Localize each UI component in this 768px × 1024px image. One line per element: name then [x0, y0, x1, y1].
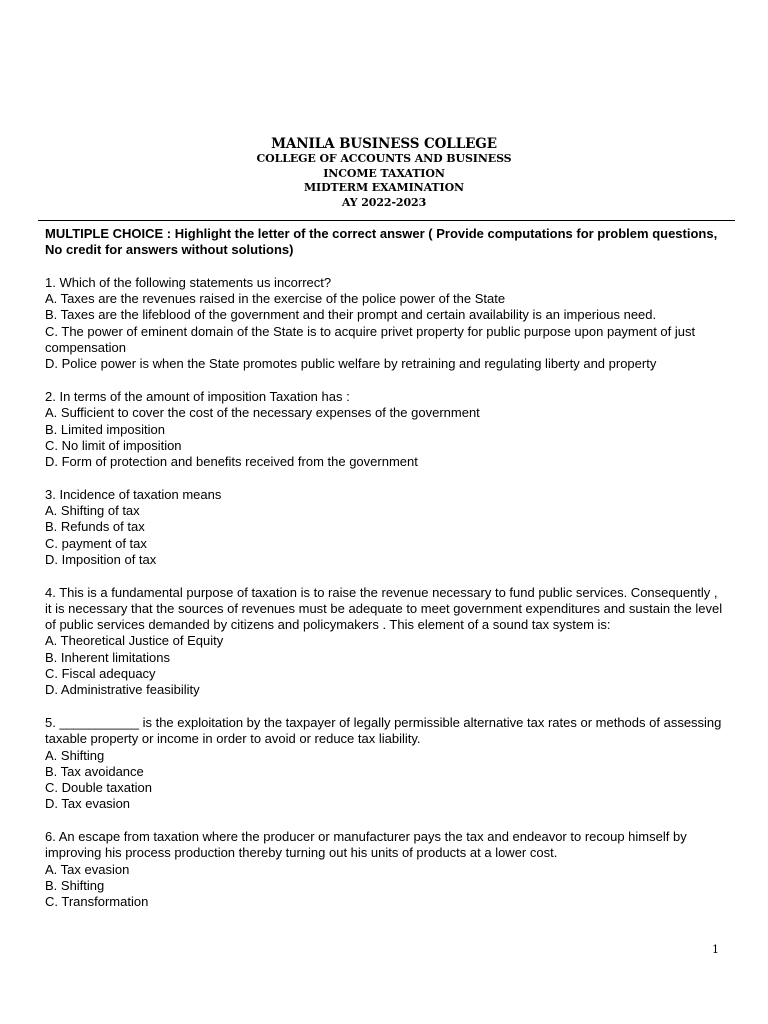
option-c: C. Double taxation	[45, 780, 152, 796]
question-3	[45, 487, 725, 568]
option-d: D. Imposition of tax	[45, 551, 157, 567]
option-a: A. Shifting	[45, 747, 105, 763]
option-c: C. Transformation	[45, 894, 149, 910]
option-d: D. Police power is when the State promotes public welfare by retraining and regulating liberty and property	[45, 356, 657, 372]
institution-name: MANILA BUSINESS COLLEGE	[271, 136, 497, 152]
option-c: C. The power of eminent domain of the State is to acquire privet property for public purpose upon payment of just compensation	[45, 323, 696, 356]
option-d: D. Administrative feasibility	[45, 682, 200, 698]
question-1	[45, 275, 725, 373]
option-b: B. Inherent limitations	[45, 649, 171, 665]
option-b: B. Shifting	[45, 877, 105, 893]
subject-title: INCOME TAXATION	[323, 166, 445, 180]
question-6	[45, 829, 725, 910]
option-b: B. Limited imposition	[45, 421, 165, 437]
question-stem: 5. ___________ is the exploitation by the taxpayer of legally permissible alternative tax rates or methods of assessing taxable property or income in order to avoid or reduce tax liability.	[45, 714, 722, 747]
option-b: B. Refunds of tax	[45, 519, 145, 535]
option-d: D. Tax evasion	[45, 796, 131, 812]
page-number: 1	[712, 943, 719, 956]
question-stem: 1. Which of the following statements us incorrect?	[45, 274, 332, 290]
question-stem: 6. An escape from taxation where the producer or manufacturer pays the tax and endeavor to recoup himself by improving his process production thereby turning out his units of products at a lower cost.	[45, 828, 687, 861]
exam-body	[45, 226, 725, 927]
question-4	[45, 585, 725, 699]
college-name: COLLEGE OF ACCOUNTS AND BUSINESS	[256, 152, 512, 165]
instructions: MULTIPLE CHOICE : Highlight the letter of the correct answer ( Provide computations for problem questions, No credit for answers without solutions)	[45, 226, 718, 258]
option-a: A. Sufficient to cover the cost of the necessary expenses of the government	[45, 405, 480, 421]
header-divider	[38, 220, 735, 221]
document-header	[0, 136, 768, 210]
option-b: B. Taxes are the lifeblood of the government and their prompt and certain availability is an imperious need.	[45, 307, 657, 323]
option-d: D. Form of protection and benefits received from the government	[45, 454, 418, 470]
exam-title: MIDTERM EXAMINATION	[303, 181, 465, 194]
option-c: C. Fiscal adequacy	[45, 666, 156, 682]
option-c: C. payment of tax	[45, 535, 147, 551]
option-b: B. Tax avoidance	[45, 763, 144, 779]
academic-year: AY 2022-2023	[341, 195, 427, 209]
question-stem: 2. In terms of the amount of imposition Taxation has :	[45, 388, 350, 404]
question-stem: 4. This is a fundamental purpose of taxation is to raise the revenue necessary to fund public services. Consequently , it is necessary that the sources of revenues must be adequate to meet government expenditures and sustain the level of public services demanded by citizens and policymakers . This element of a sound tax system is:	[45, 584, 723, 633]
option-c: C. No limit of imposition	[45, 437, 182, 453]
option-a: A. Theoretical Justice of Equity	[45, 633, 224, 649]
option-a: A. Shifting of tax	[45, 503, 140, 519]
question-stem: 3. Incidence of taxation means	[45, 486, 222, 502]
option-a: A. Taxes are the revenues raised in the exercise of the police power of the State	[45, 291, 506, 307]
option-a: A. Tax evasion	[45, 861, 130, 877]
question-2	[45, 389, 725, 470]
question-5	[45, 715, 725, 813]
